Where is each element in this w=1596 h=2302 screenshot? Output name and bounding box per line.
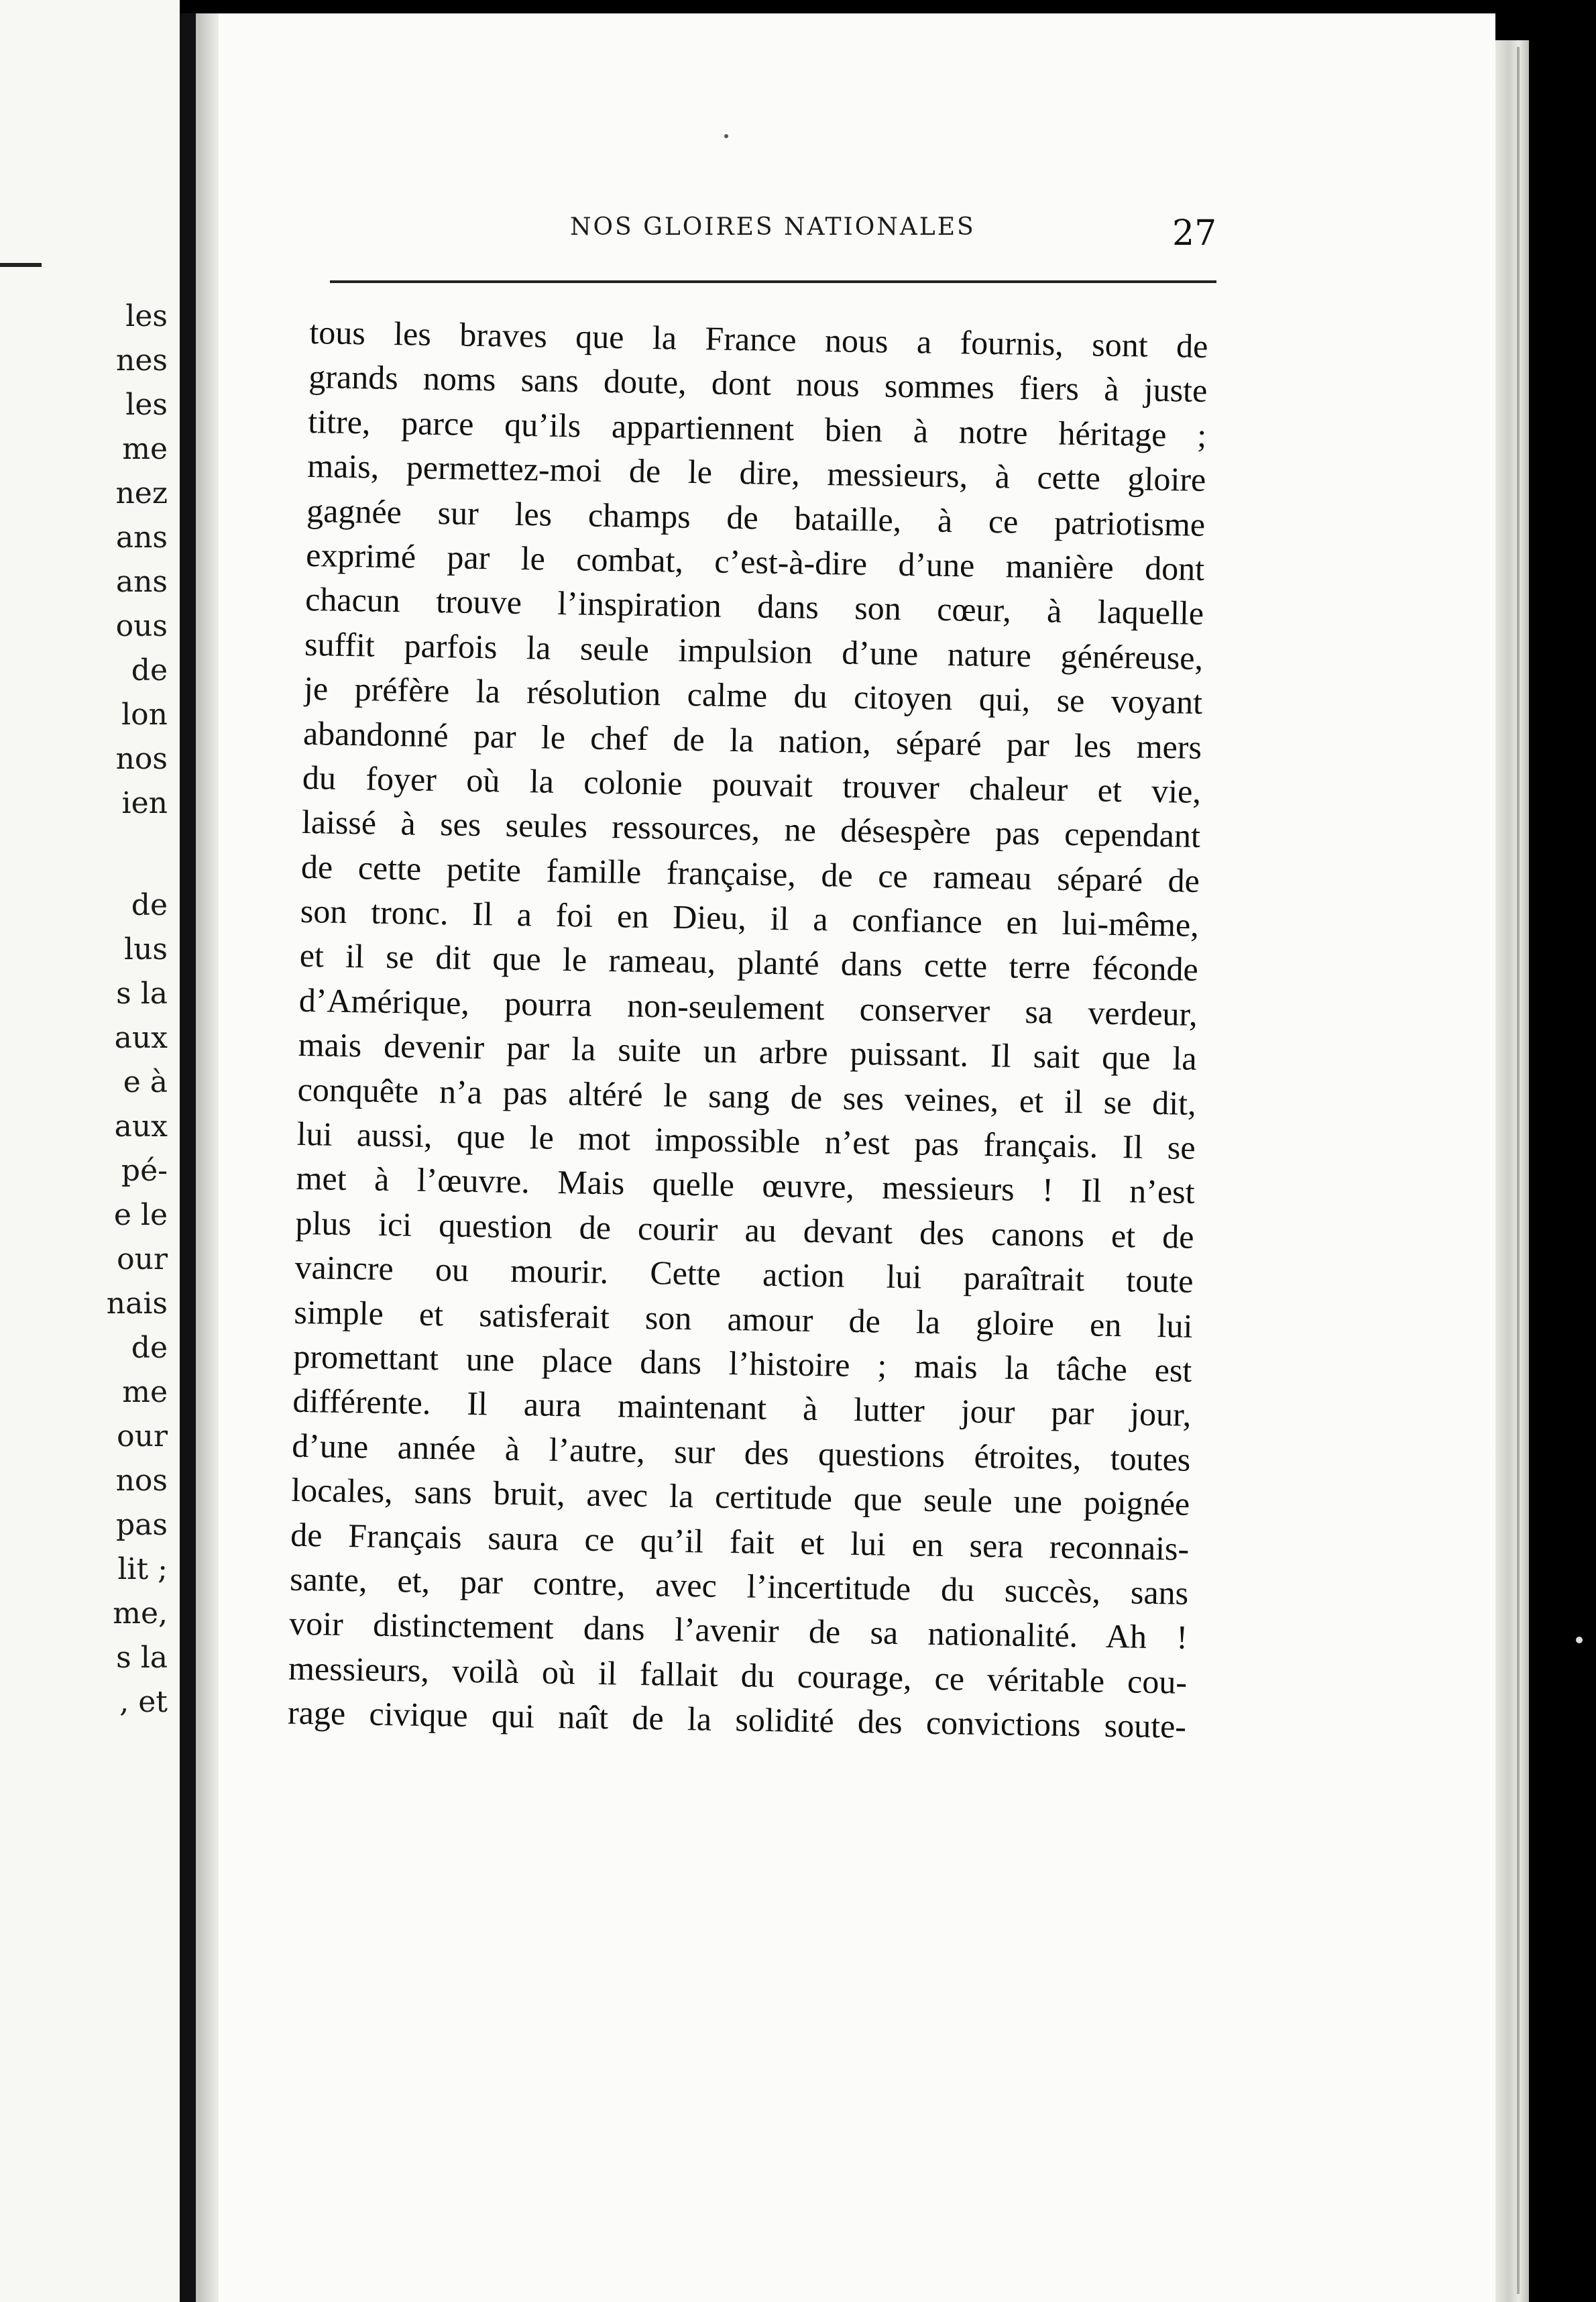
- left-page-fragment: pas: [116, 1508, 168, 1542]
- text-line: chacun trouve l’inspiration dans son cœur, à laquelle: [304, 580, 1204, 633]
- scan-speck: [1576, 1637, 1583, 1643]
- binding-gutter: [180, 13, 196, 2302]
- scan-speck: [724, 134, 728, 138]
- text-line: abandonné par le chef de la nation, séparé par les mers: [302, 714, 1202, 766]
- left-page-fragment: e le: [113, 1198, 168, 1232]
- left-page-fragment: ans: [115, 565, 168, 599]
- left-page-fragment: lit ;: [117, 1552, 168, 1586]
- left-page-fragment: les: [125, 299, 168, 333]
- gutter-shadow: [196, 13, 219, 2302]
- text-line: sante, et, par contre, avec l’incertitude du succès, sans: [289, 1559, 1189, 1612]
- text-line: exprimé par le combat, c’est-à-dire d’une manière dont: [305, 535, 1205, 588]
- text-line: titre, parce qu’ils appartiennent bien à notre héritage ;: [307, 402, 1207, 454]
- text-line: mais, permettez-moi de le dire, messieurs, à cette gloire: [306, 447, 1206, 499]
- left-page-fragment: me: [122, 1375, 168, 1409]
- header-rule: [330, 280, 1216, 283]
- text-line: différente. Il aura maintenant à lutter jour par jour,: [292, 1382, 1192, 1434]
- left-page-fragment: ous: [115, 609, 168, 643]
- left-page-fragment: de: [131, 653, 168, 688]
- left-page-fragment: de: [131, 888, 168, 922]
- left-page-fragment: de: [131, 1331, 168, 1365]
- left-page-fragment: s la: [116, 1641, 168, 1675]
- text-line: simple et satisferait son amour de la gloire en lui: [294, 1293, 1193, 1345]
- text-line: d’Amérique, pourra non-seulement conserver sa verdeur,: [298, 981, 1198, 1033]
- left-page-fragment: lon: [121, 698, 168, 732]
- text-line: rage civique qui naît de la solidité des convictions soute-: [287, 1693, 1187, 1745]
- page-number: 27: [1172, 213, 1217, 254]
- left-page-fragment: me: [122, 432, 168, 466]
- text-line: mais devenir par la suite un arbre puissant. Il sait que la: [298, 1026, 1198, 1078]
- text-line: de Français saura ce qu’il fait et lui en sera reconnais-: [290, 1515, 1190, 1568]
- left-page-fragment: e à: [123, 1065, 168, 1099]
- text-line: d’une année à l’autre, sur des questions étroites, toutes: [291, 1426, 1191, 1478]
- left-page-fragment: nais: [106, 1286, 168, 1321]
- text-line: je préfère la résolution calme du citoyen qui, se voyant: [303, 669, 1203, 722]
- left-page-fragment: les: [125, 388, 168, 422]
- left-page-fragment: nes: [116, 343, 168, 378]
- text-line: suffit parfois la seule impulsion d’une nature généreuse,: [304, 624, 1204, 677]
- text-line: conquête n’a pas altéré le sang de ses veines, et il se dit,: [297, 1070, 1197, 1122]
- text-line: vaincre ou mourir. Cette action lui paraîtrait toute: [294, 1248, 1194, 1301]
- left-page-fragment: me,: [113, 1596, 168, 1631]
- left-page-fragment: s la: [116, 977, 168, 1011]
- left-facing-page: [0, 0, 180, 2302]
- text-line: son tronc. Il a foi en Dieu, il a confiance en lui-même,: [300, 891, 1200, 944]
- left-page-fragment: aux: [114, 1109, 168, 1144]
- text-line: messieurs, voilà où il fallait du courage, ce véritable cou-: [288, 1649, 1188, 1701]
- left-page-fragment: ans: [115, 520, 168, 555]
- text-line: plus ici question de courir au devant des canons et de: [295, 1203, 1194, 1256]
- text-line: voir distinctement dans l’avenir de sa nationalité. Ah !: [288, 1604, 1188, 1657]
- page-stack-edge: [1495, 40, 1529, 2302]
- text-line: promettant une place dans l’histoire ; mais la tâche est: [293, 1337, 1192, 1389]
- left-page-fragment: nez: [115, 476, 168, 510]
- running-title: NOS GLOIRES NATIONALES: [570, 213, 976, 241]
- page-edge-line: [1517, 47, 1520, 2294]
- text-line: tous les braves que la France nous a fournis, sont de: [309, 313, 1208, 366]
- left-page-fragment: our: [117, 1419, 168, 1454]
- left-page-fragment: lus: [124, 932, 168, 967]
- text-line: gagnée sur les champs de bataille, à ce patriotisme: [306, 491, 1206, 543]
- left-page-fragment: pé-: [121, 1154, 168, 1188]
- left-page-fragment: ien: [121, 786, 168, 820]
- left-page-fragment: our: [117, 1242, 168, 1276]
- text-line: du foyer où la colonie pouvait trouver chaleur et vie,: [302, 758, 1202, 810]
- text-line: de cette petite famille française, de ce rameau séparé de: [300, 847, 1200, 899]
- text-line: et il se dit que le rameau, planté dans cette terre féconde: [299, 936, 1199, 989]
- text-line: lui aussi, que le mot impossible n’est pas français. Il se: [296, 1114, 1196, 1166]
- left-page-fragment: , et: [119, 1685, 168, 1719]
- body-text: [288, 310, 1208, 1749]
- left-page-fragment: nos: [115, 742, 168, 776]
- text-line: grands noms sans doute, dont nous sommes fiers à juste: [308, 358, 1208, 410]
- left-page-fragment: aux: [114, 1021, 168, 1055]
- left-page-fragment: nos: [115, 1464, 168, 1498]
- text-line: met à l’œuvre. Mais quelle œuvre, messieurs ! Il n’est: [296, 1159, 1195, 1211]
- left-page-rule: [0, 263, 42, 267]
- text-line: laissé à ses seules ressources, ne désespère pas cependant: [301, 803, 1201, 855]
- text-line: locales, sans bruit, avec la certitude que seule une poignée: [290, 1470, 1190, 1523]
